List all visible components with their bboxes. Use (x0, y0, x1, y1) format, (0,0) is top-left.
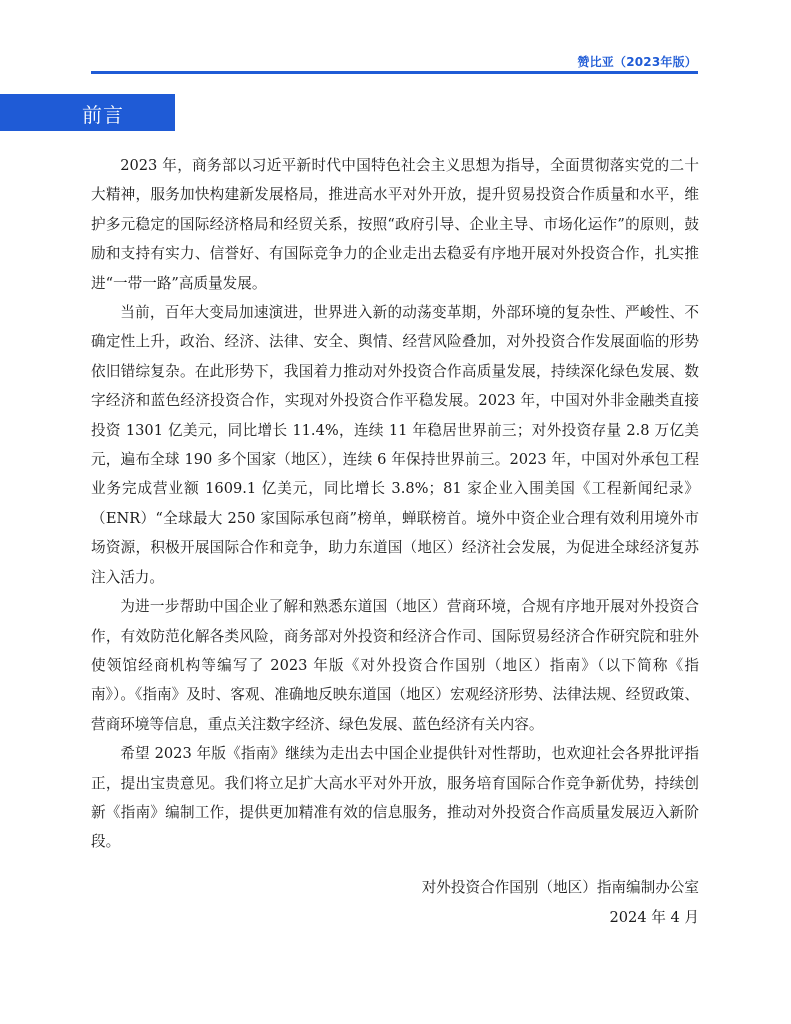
paragraph-2: 当前，百年大变局加速演进，世界进入新的动荡变革期，外部环境的复杂性、严峻性、不确定性上升，政治、经济、法律、安全、舆情、经营风险叠加，对外投资合作发展面临的形势依旧错综复杂。在此形势下，我国着力推动对外投资合作高质量发展，持续深化绿色发展、数字经济和蓝色经济投资合作，实现对外投资合作平稳发展。2023 年，中国对外非金融类直接投资 1301 亿美元，同比增长 11.4%，连续 11 年稳居世界前三；对外投资存量 2.8 万亿美元，遍布全球 190 多个国家（地区），连续 6 年保持世界前三。2023 年，中国对外承包工程业务完成营业额 1609.1 亿美元，同比增长 3.8%；81 家企业入围美国《工程新闻纪录》（ENR）“全球最大 250 家国际承包商”榜单，蝉联榜首。境外中资企业合理有效利用境外市场资源，积极开展国际合作和竞争，助力东道国（地区）经济社会发展，为促进全球经济复苏注入活力。 (91, 304, 699, 586)
paragraph-4: 希望 2023 年版《指南》继续为走出去中国企业提供针对性帮助，也欢迎社会各界批评指正，提出宝贵意见。我们将立足扩大高水平对外开放，服务培育国际合作竞争新优势，持续创新《指南》编制工作，提供更加精准有效的信息服务，推动对外投资合作高质量发展迈入新阶段。 (91, 745, 699, 851)
preface-body (91, 151, 699, 857)
section-title: 前言 (82, 103, 124, 127)
header-divider (91, 71, 698, 74)
signature-date: 2024 年 4 月 (609, 909, 699, 926)
edition-label: 赞比亚（2023年版） (577, 55, 697, 69)
paragraph-1: 2023 年，商务部以习近平新时代中国特色社会主义思想为指导，全面贯彻落实党的二十大精神，服务加快构建新发展格局，推进高水平对外开放，提升贸易投资合作质量和水平，维护多元稳定的国际经济格局和经贸关系，按照“政府引导、企业主导、市场化运作”的原则，鼓励和支持有实力、信誉好、有国际竞争力的企业走出去稳妥有序地开展对外投资合作，扎实推进“一带一路”高质量发展。 (91, 157, 699, 292)
paragraph-3: 为进一步帮助中国企业了解和熟悉东道国（地区）营商环境，合规有序地开展对外投资合作，有效防范化解各类风险，商务部对外投资和经济合作司、国际贸易经济合作研究院和驻外使领馆经商机构等编写了 2023 年版《对外投资合作国别（地区）指南》（以下简称《指南》）。《指南》及时、客观、准确地反映东道国（地区）宏观经济形势、法律法规、经贸政策、营商环境等信息，重点关注数字经济、绿色发展、蓝色经济有关内容。 (91, 598, 699, 733)
signature-organization: 对外投资合作国别（地区）指南编制办公室 (421, 879, 699, 896)
